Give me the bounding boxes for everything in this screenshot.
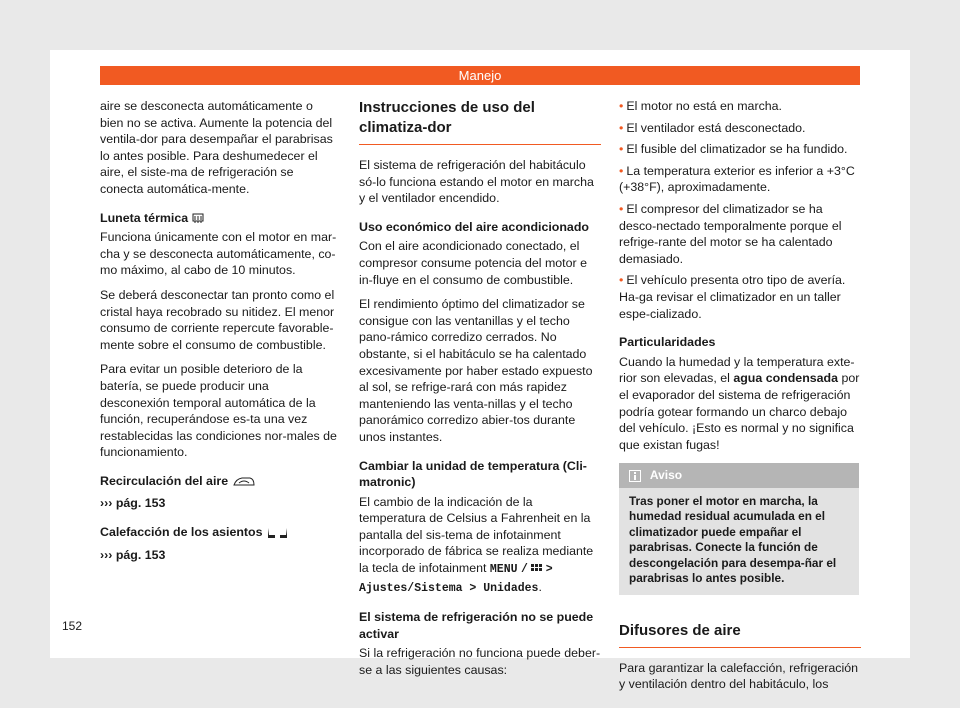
paragraph: Si la refrigeración no funciona puede deber-se a las siguientes causas: xyxy=(359,646,601,678)
section-heading-difusores: Difusores de aire xyxy=(619,621,861,648)
aviso-box xyxy=(619,463,859,595)
seat-heating-left-icon xyxy=(266,527,276,539)
paragraph: El rendimiento óptimo del climatizador se consigue con las ventanillas y el techo pano-rámico corredizo cerrados. No obstante, si el habitáculo se ha calentado excesivamente por haber estado expuesto al sol, se refrige-rará con más rapidez manteniendo las venta-nillas y el techo panorámico corredizo abier-tos durante unos instantes. xyxy=(359,297,593,444)
subheading-unidad: Cambiar la unidad de temperatura (Cli-matronic) xyxy=(359,458,587,490)
bullet-icon: • xyxy=(619,99,624,113)
rear-defrost-icon xyxy=(192,213,204,224)
paragraph: aire se desconecta automáticamente o bien no se activa. Aumente la potencia del ventila-dor para desempañar el parabrisas lo antes posible. Para deshumedecer el aire, el siste-ma de refrigeración se conecta automática-mente. xyxy=(100,99,333,196)
subheading-particularidades: Particularidades xyxy=(619,335,716,350)
column-2 xyxy=(359,98,601,687)
bullet-icon: • xyxy=(619,273,624,288)
aviso-header: Aviso xyxy=(619,463,859,488)
list-item: • El fusible del climatizador se ha fundido. xyxy=(619,142,848,157)
list-item: • El vehículo presenta otro tipo de avería. Ha-ga revisar el climatizador en un taller espe-cializado. xyxy=(619,273,846,321)
section-header: Manejo xyxy=(100,66,860,85)
seat-heating-right-icon xyxy=(279,527,289,539)
paragraph: Se deberá desconectar tan pronto como el cristal haya recobrado su nitidez. El menor consumo de corriente repercute favorable-mente sobre el consumo de combustible. xyxy=(100,287,335,352)
paragraph: Funciona únicamente con el motor en mar-cha y se desconecta automáticamente, co-mo máximo, al cabo de 10 minutos. xyxy=(100,230,337,278)
info-icon xyxy=(629,470,641,482)
list-item: • La temperatura exterior es inferior a +3°C (+38°F), aproximadamente. xyxy=(619,163,855,195)
list-item: • El compresor del climatizador se ha desco-nectado temporalmente porque el refrige-rante del motor se ha calentado demasiado. xyxy=(619,201,842,266)
column-1 xyxy=(100,98,338,573)
recirculation-icon xyxy=(232,476,256,487)
section-heading: Instrucciones de uso del climatiza-dor xyxy=(359,98,601,145)
paragraph: Para garantizar la calefacción, refrigeración y ventilación dentro del habitáculo, los xyxy=(619,660,858,692)
column-3 xyxy=(619,98,861,701)
subheading-no-activa: El sistema de refrigeración no se puede activar xyxy=(359,610,594,641)
bold-term: agua condensada xyxy=(733,371,839,386)
paragraph: El sistema de refrigeración del habitáculo só-lo funciona estando el motor en marcha y el ventilador encendido. xyxy=(359,158,594,206)
subheading-recirculacion: Recirculación del aire xyxy=(100,473,338,490)
bullet-icon: • xyxy=(619,142,624,157)
page-number: 152 xyxy=(62,619,83,633)
paragraph: El cambio de la indicación de la temperatura de Celsius a Fahrenheit en la pantalla del sis-tema de infotainment incorporado de fábrica se realiza mediante la tecla de infotainment MENU / > Ajustes/Sistema > Unidades. xyxy=(359,494,594,595)
paragraph: Con el aire acondicionado conectado, el compresor consume potencia del motor e in-fluye en el consumo de combustible. xyxy=(359,239,587,287)
bullet-icon: • xyxy=(619,163,624,178)
menu-key: MENU xyxy=(489,563,518,577)
subheading-uso-economico: Uso económico del aire acondicionado xyxy=(359,219,589,234)
grid-menu-icon xyxy=(531,564,542,574)
menu-path: > Ajustes/Sistema > Unidades xyxy=(359,563,553,595)
paragraph: Para evitar un posible deterioro de la batería, se puede producir una desconexión temporal automática de la función, recuperándose es-ta una vez restablecidas las condiciones nor-males de funcionamiento. xyxy=(100,362,337,460)
list-item: • El ventilador está desconectado. xyxy=(619,120,806,135)
page-reference-link[interactable]: ››› pág. 153 xyxy=(100,496,166,511)
bullet-icon: • xyxy=(619,201,624,216)
bullet-icon: • xyxy=(619,120,624,135)
aviso-text: Tras poner el motor en marcha, la humedad residual acumulada en el climatizador puede empañar el parabrisas. Conecte la función de descongelación para desempa-ñar el parabrisas lo antes posible. xyxy=(629,493,837,586)
subheading-asientos: Calefacción de los asientos xyxy=(100,524,338,541)
subheading-luneta: Luneta térmica xyxy=(100,210,338,227)
list-item: • El motor no está en marcha. xyxy=(619,99,782,113)
paragraph: Cuando la humedad y la temperatura exte-rior son elevadas, el agua condensada por el evaporador del sistema de refrigeración podría gotear formando un charco debajo del vehículo. ¡Esto es normal y no significa que existan fugas! xyxy=(619,354,860,452)
page-reference-link[interactable]: ››› pág. 153 xyxy=(100,547,166,562)
